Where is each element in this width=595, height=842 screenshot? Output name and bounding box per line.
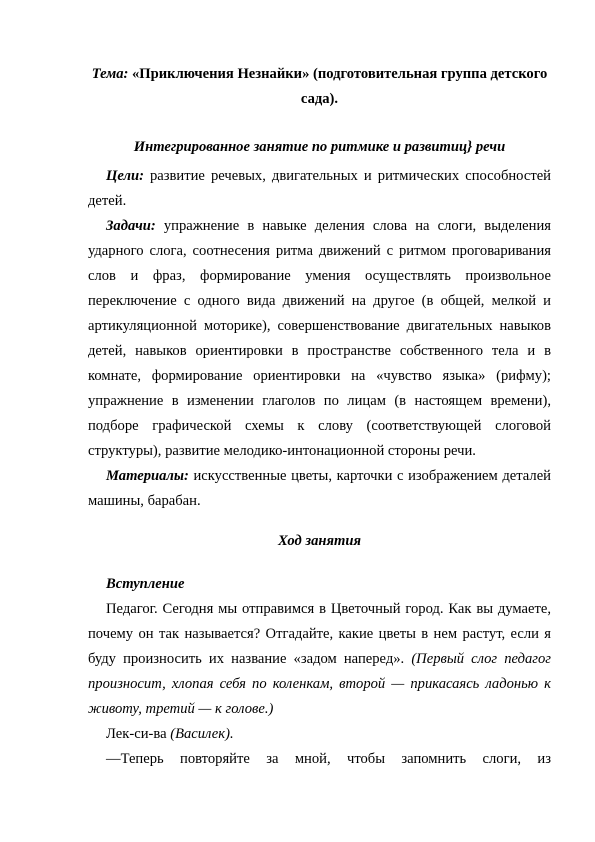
lesson-subtitle: Интегрированное занятие по ритмике и развитиц} речи [133, 139, 506, 155]
materials-text: искусственные цветы, карточки с изображением деталей машины, барабан. [88, 468, 551, 509]
topic-label: Тема: [91, 66, 129, 82]
example-line [88, 722, 551, 747]
goals-text: развитие речевых, двигательных и ритмических способностей детей. [88, 168, 551, 209]
goals-label: Цели: [106, 168, 144, 184]
topic-text: «Приключения Незнайки» (подготовительная группа детского сада). [128, 66, 548, 107]
example-text: Лек-си-ва [106, 726, 171, 742]
materials-label: Материалы: [106, 468, 189, 484]
topic-line [88, 62, 551, 112]
continuation-line: —Теперь повторяйте за мной, чтобы запомнить слоги, из [106, 751, 551, 767]
intro-paragraph [88, 597, 551, 722]
intro-stage-direction: (Первый слог педагог произносит, хлопая себя по коленкам, второй — прикасаясь ладонью к животу, третий — к голове.) [88, 651, 551, 717]
goals-paragraph [88, 164, 551, 214]
tasks-paragraph [88, 214, 551, 464]
document-page [88, 62, 551, 772]
example-answer: (Василек). [170, 726, 234, 742]
intro-text: Педагог. Сегодня мы отправимся в Цветочный город. Как вы думаете, почему он так называется? Отгадайте, какие цветы в нем растут, если я буду произносить их название «задом наперед». [88, 601, 551, 667]
materials-paragraph [88, 464, 551, 514]
tasks-text: упражнение в навыке деления слова на слоги, выделения ударного слога, соотнесения ритма движений с ритмом проговаривания слов и фраз, формирование умения осуществлять произвольное переключение с одного вида движений на другое (в общей, мелкой и артикуляционной моторике), совершенствование двигательных навыков детей, навыков ориентировки в пространстве собственного тела и в комнате, формирование ориентировки на «чувство языка» (рифму); упражнение в изменении глаголов по лицам (в настоящем времени), подборе графической схемы к слову (соответствующей слоговой структуры), развитие мелодико-интонационной стороны речи. [88, 218, 551, 459]
lesson-heading: Ход занятия [277, 533, 362, 549]
tasks-label: Задачи: [106, 218, 156, 234]
intro-heading: Вступление [106, 576, 185, 592]
